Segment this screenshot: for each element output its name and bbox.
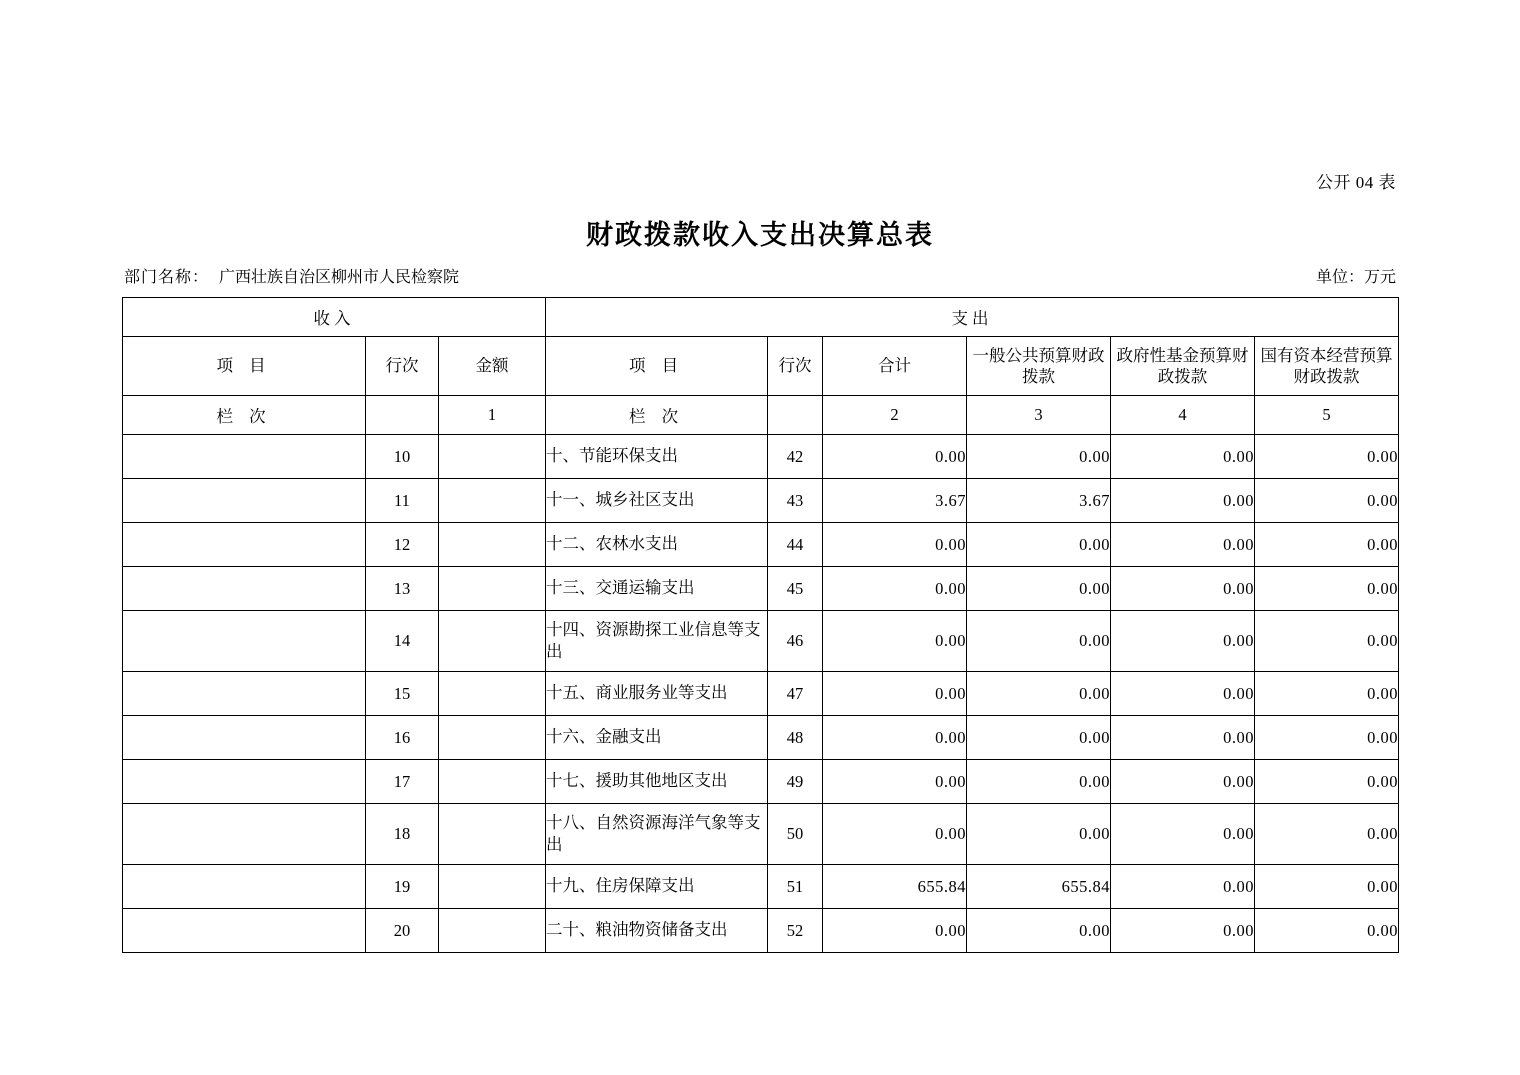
col-header-expense-rowno: 行次 xyxy=(768,337,823,396)
col-header-expense-total: 合计 xyxy=(823,337,967,396)
table-row xyxy=(123,435,1399,479)
expense-capital: 0.00 xyxy=(1255,611,1399,672)
table-row xyxy=(123,567,1399,611)
table-row xyxy=(123,865,1399,909)
expense-rowno: 51 xyxy=(768,865,823,909)
col-header-expense-item: 项 目 xyxy=(546,337,768,396)
expense-total: 0.00 xyxy=(823,760,967,804)
colno-empty-left xyxy=(366,396,439,435)
expense-fund: 0.00 xyxy=(1111,567,1255,611)
expense-rowno: 50 xyxy=(768,804,823,865)
colno-expense-capital: 5 xyxy=(1255,396,1399,435)
col-header-expense-fund: 政府性基金预算财政拨款 xyxy=(1111,337,1255,396)
unit-label: 单位：万元 xyxy=(1315,269,1396,286)
income-item xyxy=(123,716,366,760)
income-item xyxy=(123,804,366,865)
income-rowno: 18 xyxy=(366,804,439,865)
expense-rowno: 42 xyxy=(768,435,823,479)
income-amount xyxy=(439,716,546,760)
expense-total: 655.84 xyxy=(823,865,967,909)
income-item xyxy=(123,611,366,672)
form-number: 公开 04 表 xyxy=(1316,173,1396,192)
income-amount xyxy=(439,611,546,672)
income-rowno: 14 xyxy=(366,611,439,672)
expense-item: 十四、资源勘探工业信息等支出 xyxy=(546,611,768,672)
table-row xyxy=(123,760,1399,804)
expense-capital: 0.00 xyxy=(1255,760,1399,804)
department-line xyxy=(124,264,459,287)
income-item xyxy=(123,865,366,909)
expense-capital: 0.00 xyxy=(1255,716,1399,760)
table-row xyxy=(123,479,1399,523)
expense-general: 0.00 xyxy=(967,672,1111,716)
expense-fund: 0.00 xyxy=(1111,523,1255,567)
expense-general: 0.00 xyxy=(967,611,1111,672)
income-item xyxy=(123,523,366,567)
table-row xyxy=(123,672,1399,716)
expense-capital: 0.00 xyxy=(1255,865,1399,909)
expense-general: 0.00 xyxy=(967,804,1111,865)
income-rowno: 13 xyxy=(366,567,439,611)
colno-expense-fund: 4 xyxy=(1111,396,1255,435)
col-header-income-item: 项 目 xyxy=(123,337,366,396)
colno-expense-general: 3 xyxy=(967,396,1111,435)
expense-rowno: 48 xyxy=(768,716,823,760)
expense-item: 十八、自然资源海洋气象等支出 xyxy=(546,804,768,865)
income-item xyxy=(123,479,366,523)
expense-item: 十一、城乡社区支出 xyxy=(546,479,768,523)
income-amount xyxy=(439,672,546,716)
expense-fund: 0.00 xyxy=(1111,804,1255,865)
expense-total: 0.00 xyxy=(823,611,967,672)
colno-label-right: 栏 次 xyxy=(546,396,768,435)
expense-item: 十七、援助其他地区支出 xyxy=(546,760,768,804)
income-rowno: 11 xyxy=(366,479,439,523)
expense-item: 十二、农林水支出 xyxy=(546,523,768,567)
income-rowno: 17 xyxy=(366,760,439,804)
income-amount xyxy=(439,435,546,479)
expense-total: 0.00 xyxy=(823,523,967,567)
expense-rowno: 49 xyxy=(768,760,823,804)
expense-total: 0.00 xyxy=(823,716,967,760)
income-item xyxy=(123,567,366,611)
financial-table xyxy=(122,297,1399,953)
income-amount xyxy=(439,479,546,523)
expense-item: 十、节能环保支出 xyxy=(546,435,768,479)
col-header-income-amount: 金额 xyxy=(439,337,546,396)
income-amount xyxy=(439,567,546,611)
expense-item: 二十、粮油物资储备支出 xyxy=(546,909,768,953)
income-rowno: 12 xyxy=(366,523,439,567)
expense-general: 0.00 xyxy=(967,760,1111,804)
table-row xyxy=(123,804,1399,865)
expense-item: 十九、住房保障支出 xyxy=(546,865,768,909)
income-rowno: 15 xyxy=(366,672,439,716)
expense-rowno: 47 xyxy=(768,672,823,716)
col-header-expense-capital: 国有资本经营预算财政拨款 xyxy=(1255,337,1399,396)
expense-total: 0.00 xyxy=(823,567,967,611)
expense-fund: 0.00 xyxy=(1111,909,1255,953)
expense-capital: 0.00 xyxy=(1255,479,1399,523)
income-amount xyxy=(439,865,546,909)
expense-capital: 0.00 xyxy=(1255,567,1399,611)
page-title: 财政拨款收入支出决算总表 xyxy=(586,220,934,250)
col-header-income-rowno: 行次 xyxy=(366,337,439,396)
income-amount xyxy=(439,909,546,953)
expense-rowno: 44 xyxy=(768,523,823,567)
expense-item: 十五、商业服务业等支出 xyxy=(546,672,768,716)
colno-empty-right xyxy=(768,396,823,435)
expense-general: 0.00 xyxy=(967,567,1111,611)
department-label: 部门名称： xyxy=(124,269,210,286)
income-item xyxy=(123,435,366,479)
expense-item: 十六、金融支出 xyxy=(546,716,768,760)
expense-general: 0.00 xyxy=(967,435,1111,479)
expense-fund: 0.00 xyxy=(1111,865,1255,909)
section-header-income: 收入 xyxy=(123,298,546,337)
expense-general: 3.67 xyxy=(967,479,1111,523)
expense-rowno: 46 xyxy=(768,611,823,672)
expense-fund: 0.00 xyxy=(1111,611,1255,672)
table-section-header-row xyxy=(123,298,1399,337)
income-item xyxy=(123,760,366,804)
expense-capital: 0.00 xyxy=(1255,672,1399,716)
income-rowno: 20 xyxy=(366,909,439,953)
income-item xyxy=(123,909,366,953)
expense-general: 0.00 xyxy=(967,523,1111,567)
income-amount xyxy=(439,523,546,567)
expense-rowno: 45 xyxy=(768,567,823,611)
expense-total: 0.00 xyxy=(823,672,967,716)
expense-capital: 0.00 xyxy=(1255,804,1399,865)
expense-item: 十三、交通运输支出 xyxy=(546,567,768,611)
colno-income-amount: 1 xyxy=(439,396,546,435)
expense-fund: 0.00 xyxy=(1111,716,1255,760)
table-column-header-row xyxy=(123,337,1399,396)
expense-fund: 0.00 xyxy=(1111,435,1255,479)
income-rowno: 16 xyxy=(366,716,439,760)
expense-general: 0.00 xyxy=(967,716,1111,760)
table-row xyxy=(123,716,1399,760)
expense-total: 3.67 xyxy=(823,479,967,523)
income-rowno: 19 xyxy=(366,865,439,909)
expense-fund: 0.00 xyxy=(1111,760,1255,804)
section-header-expense: 支出 xyxy=(546,298,1399,337)
income-amount xyxy=(439,760,546,804)
expense-fund: 0.00 xyxy=(1111,672,1255,716)
colno-label-left: 栏 次 xyxy=(123,396,366,435)
expense-rowno: 43 xyxy=(768,479,823,523)
expense-total: 0.00 xyxy=(823,804,967,865)
expense-general: 0.00 xyxy=(967,909,1111,953)
expense-capital: 0.00 xyxy=(1255,909,1399,953)
expense-capital: 0.00 xyxy=(1255,435,1399,479)
table-row xyxy=(123,909,1399,953)
col-header-expense-general: 一般公共预算财政拨款 xyxy=(967,337,1111,396)
expense-total: 0.00 xyxy=(823,435,967,479)
expense-capital: 0.00 xyxy=(1255,523,1399,567)
income-item xyxy=(123,672,366,716)
expense-total: 0.00 xyxy=(823,909,967,953)
expense-rowno: 52 xyxy=(768,909,823,953)
expense-general: 655.84 xyxy=(967,865,1111,909)
table-row xyxy=(123,523,1399,567)
income-amount xyxy=(439,804,546,865)
department-name: 广西壮族自治区柳州市人民检察院 xyxy=(219,269,460,286)
table-row xyxy=(123,611,1399,672)
expense-fund: 0.00 xyxy=(1111,479,1255,523)
colno-expense-total: 2 xyxy=(823,396,967,435)
table-column-number-row xyxy=(123,396,1399,435)
income-rowno: 10 xyxy=(366,435,439,479)
